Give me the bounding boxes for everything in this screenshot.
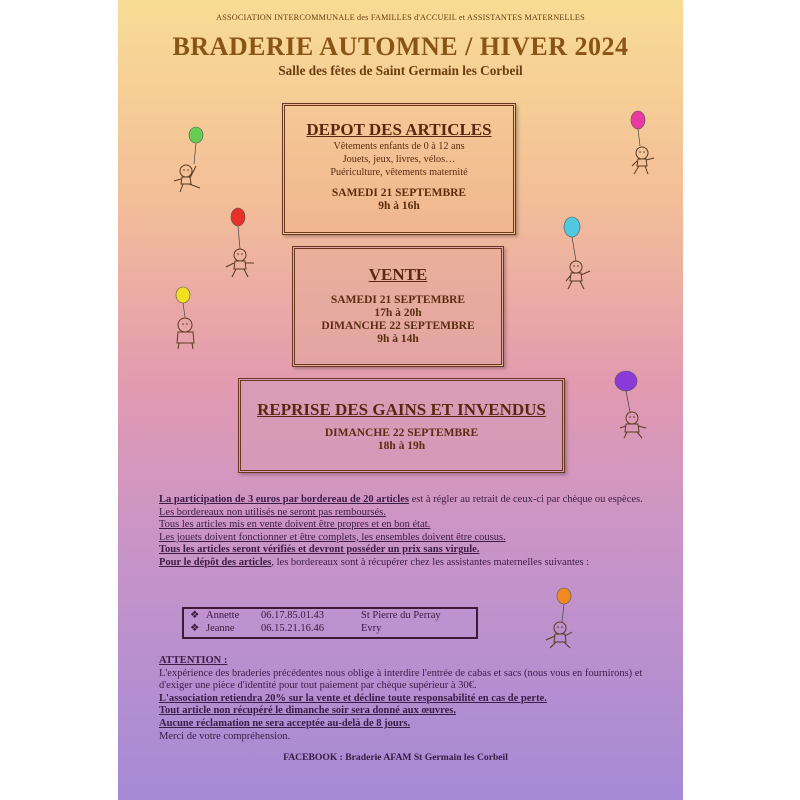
contact-phone: 06.15.21.16.46 [261, 623, 324, 634]
info-line-bold: Tous les articles seront vérifiés et devront posséder un prix sans virgule. [159, 544, 480, 556]
warning-bold-line: Tout article non récupéré le dimanche soir sera donné aux œuvres. [159, 705, 457, 717]
depot-heading: DEPOT DES ARTICLES [306, 120, 492, 139]
page-title: BRADERIE AUTOMNE / HIVER 2024 [172, 32, 629, 61]
bullet-icon: ❖ [190, 623, 200, 634]
association-name: ASSOCIATION INTERCOMMUNALE des FAMILLES d'ACCUEIL et ASSISTANTES MATERNELLES [216, 13, 585, 22]
balloon-kid-icon [218, 205, 262, 283]
balloon-kid-icon [610, 368, 654, 444]
contact-city: St Pierre du Perray [361, 610, 441, 621]
balloon-kid-icon [556, 215, 600, 293]
vente-hours-1: 17h à 20h [374, 307, 422, 319]
balloon-kid-icon [538, 586, 582, 656]
balloon-kid-icon [620, 108, 664, 178]
facebook-footer: FACEBOOK : Braderie AFAM St Germain les Corbeil [283, 752, 508, 763]
bullet-icon: ❖ [190, 610, 200, 621]
balloon-kid-icon [170, 126, 214, 196]
contact-name: Jeanne [206, 623, 235, 634]
participation-paragraph [159, 494, 659, 507]
vente-heading: VENTE [368, 265, 428, 284]
warning-bold-line: L'association retiendra 20% sur la vente et décline toute responsabilité en cas de perte. [159, 692, 547, 704]
depot-rest: , les bordereaux sont à récupérer chez les assistantes maternelles suivantes : [271, 556, 590, 568]
depot-paragraph [159, 557, 659, 570]
reprise-hours: 18h à 19h [377, 440, 426, 452]
info-section [159, 494, 659, 570]
depot-box [282, 103, 516, 235]
warning-bold-line: Aucune réclamation ne sera acceptée au-delà de 8 jours. [159, 717, 411, 729]
warning-heading: ATTENTION : [159, 655, 228, 666]
participation-highlight: La participation de 3 euros par bordereau de 20 articles [159, 494, 409, 505]
flyer [118, 0, 683, 800]
contact-row [184, 609, 476, 622]
participation-rest: est à régler au retrait de ceux-ci par chèque ou espèces. [408, 494, 643, 505]
contact-name: Annette [206, 610, 240, 621]
depot-date: SAMEDI 21 SEPTEMBRE [331, 187, 467, 199]
warning-section [159, 655, 664, 743]
info-line: Les jouets doivent fonctionner et être complets, les ensembles doivent être cousus. [159, 531, 506, 543]
reprise-box [238, 378, 565, 473]
info-line: Tous les articles mis en vente doivent être propres et en bon état. [159, 519, 431, 531]
reprise-date: DIMANCHE 22 SEPTEMBRE [324, 427, 479, 439]
contact-row [184, 622, 476, 635]
reprise-heading: REPRISE DES GAINS ET INVENDUS [257, 400, 546, 419]
vente-box [292, 246, 504, 367]
contacts-box [182, 607, 478, 639]
vente-date-1: SAMEDI 21 SEPTEMBRE [330, 294, 466, 306]
contact-phone: 06.17.85.01.43 [261, 610, 324, 621]
thanks-text: Merci de votre compréhension. [159, 730, 291, 742]
balloon-kid-icon [168, 285, 212, 353]
depot-line: Jouets, jeux, livres, vélos… [342, 154, 456, 165]
warning-text: L'expérience des braderies précédentes nous oblige à interdire l'entrée de cabas et sacs (nous vous en fournirons) et d'exiger une pièce d'identité pour tout paiement par chèque supérieur à 30€. [159, 667, 643, 692]
info-line: Les bordereaux non utilisés ne seront pas remboursés. [159, 506, 386, 518]
depot-line: Vêtements enfants de 0 à 12 ans [333, 141, 465, 152]
depot-hours: 9h à 16h [378, 200, 420, 212]
contact-city: Evry [361, 623, 382, 634]
depot-label: Pour le dépôt des articles [159, 556, 272, 568]
vente-date-2: DIMANCHE 22 SEPTEMBRE [321, 320, 475, 332]
vente-hours-2: 9h à 14h [377, 333, 419, 345]
depot-line: Puériculture, vêtements maternité [330, 167, 468, 178]
venue-subtitle: Salle des fêtes de Saint Germain les Corbeil [278, 63, 523, 78]
